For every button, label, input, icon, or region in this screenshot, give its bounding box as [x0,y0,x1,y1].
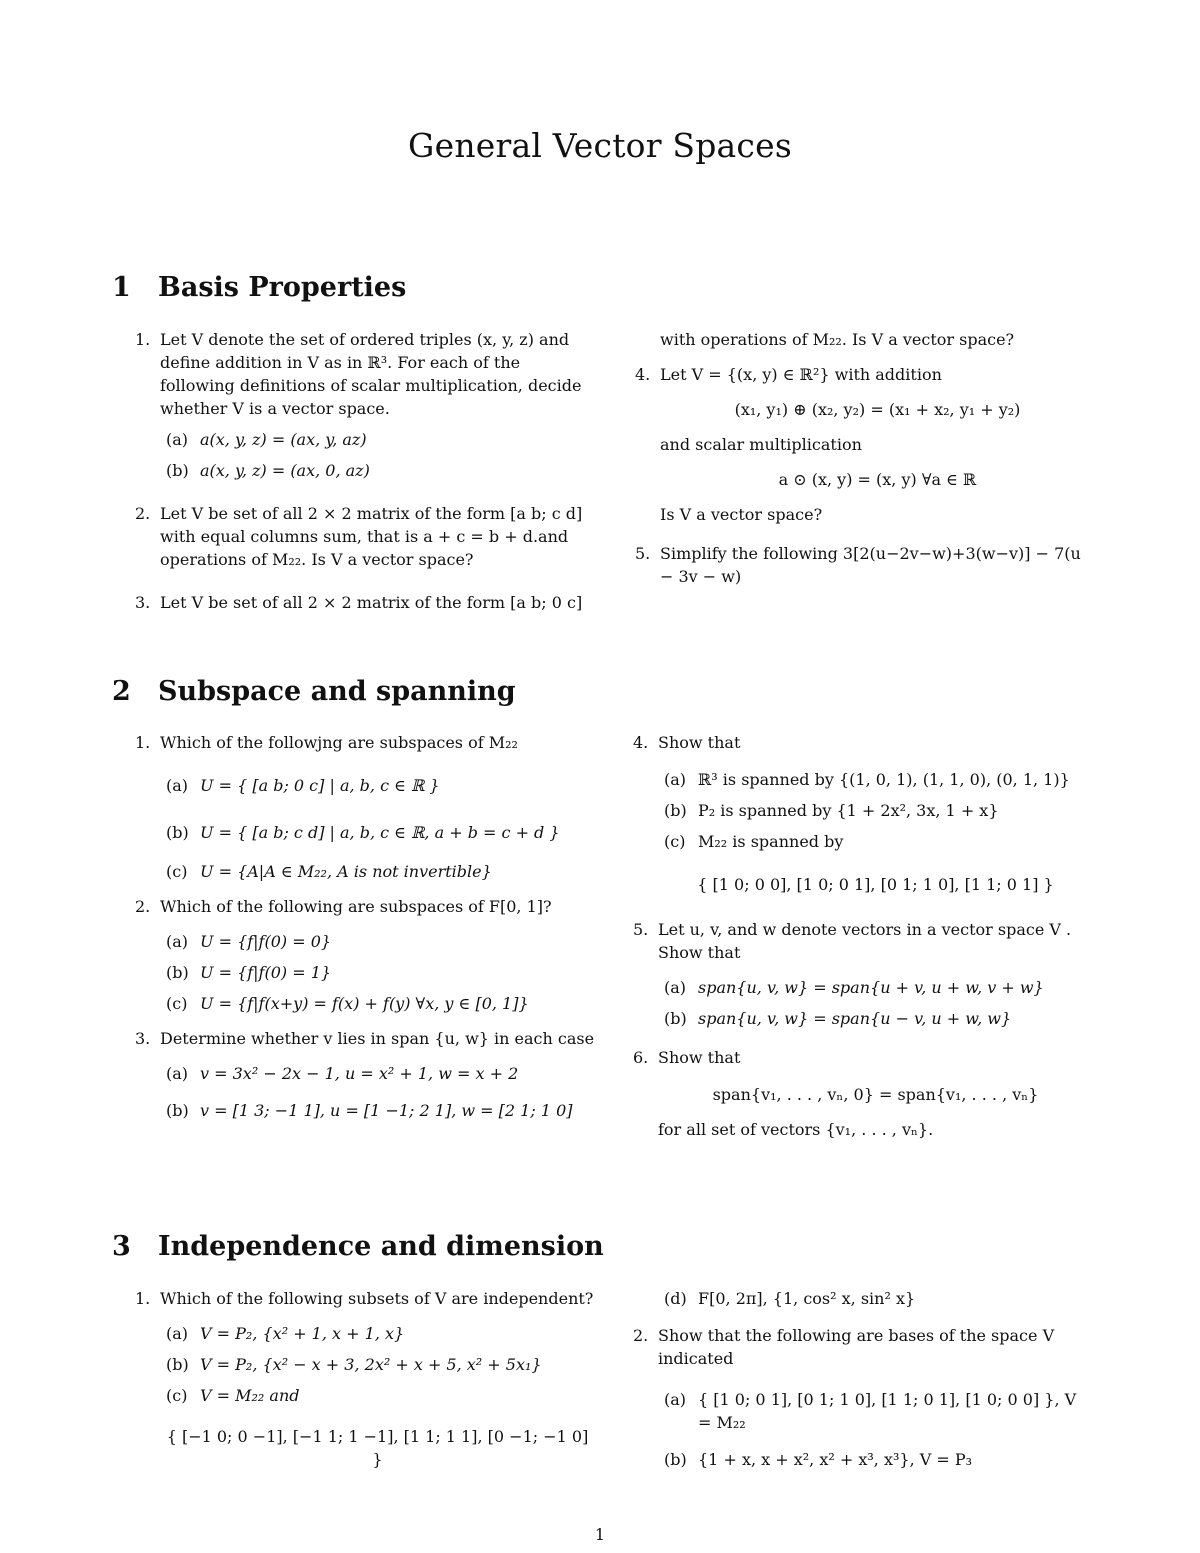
exercise-1-4 [635,363,1095,526]
exercise-text: Let V = {(x, y) ∈ ℝ²} with addition [660,365,942,384]
exercise-text: Let u, v, and w denote vectors in a vector space V . Show that [658,920,1072,962]
part-label: (a) [166,430,189,449]
exercise-text: Is V a vector space? [660,505,823,524]
part-label: (b) [664,801,687,820]
part-text: v = [1 3; −1 1], u = [1 −1; 2 1], w = [2 1; 1 0] [200,1101,573,1120]
part-label: (b) [664,1450,687,1469]
exercise-number: 3. [135,1029,151,1048]
part-c [166,860,595,883]
part-a [664,1388,1093,1434]
part-text: U = { [a b; c d] | a, b, c ∈ ℝ, a + b = c + d } [200,823,560,842]
exercise-3-2 [633,1324,1093,1471]
part-label: (c) [664,832,686,851]
part-c [664,830,1093,853]
exercise-1-2 [135,502,595,571]
part-label: (b) [166,963,189,982]
exercise-text: Let V denote the set of ordered triples (x, y, z) and define addition in V as in ℝ³. For each of the following definitions of scalar multiplication, decide whether V is a vector space. [160,330,582,418]
section-3-left-column [135,1287,595,1483]
exercise-number: 4. [635,365,651,384]
exercise-2-2 [135,895,595,1015]
exercise-continuation: with operations of M₂₂. Is V a vector space? [660,330,1015,349]
display-equation: { [1 0; 0 0], [1 0; 0 1], [0 1; 1 0], [1 1; 0 1] } [697,875,1054,894]
exercise-text: Show that [658,1048,741,1067]
part-text: V = P₂, {x² − x + 3, 2x² + x + 5, x² + 5x₁} [200,1355,542,1374]
section-number: 1 [112,272,131,303]
part-a [664,768,1093,791]
exercise-number: 4. [633,733,649,752]
exercise-1-3 [135,591,595,614]
part-a [166,1322,595,1345]
part-label: (a) [664,1390,687,1409]
exercise-number: 3. [135,593,151,612]
part-text: a(x, y, z) = (ax, 0, az) [200,461,370,480]
part-text: U = { [a b; 0 c] | a, b, c ∈ ℝ } [200,776,440,795]
part-a [166,1062,595,1085]
exercise-1-5 [635,542,1095,588]
exercise-number: 2. [135,897,151,916]
part-label: (a) [664,978,687,997]
exercise-number: 2. [633,1326,649,1345]
part-label: (b) [664,1009,687,1028]
part-label: (a) [166,1064,189,1083]
part-b [664,799,1093,822]
exercise-number: 5. [633,920,649,939]
part-c [166,1384,595,1407]
exercise-2-3 [135,1027,595,1122]
display-equation: { [−1 0; 0 −1], [−1 1; 1 −1], [1 1; 1 1], [0 −1; −1 0] } [166,1427,589,1469]
part-d [664,1287,1093,1310]
part-text: M₂₂ is spanned by [698,832,844,851]
part-label: (c) [166,994,188,1013]
section-number: 2 [112,676,131,707]
exercise-text: Show that the following are bases of the space V indicated [658,1326,1055,1368]
section-2-right-column [633,731,1093,1153]
exercise-text: Let V be set of all 2 × 2 matrix of the form [a b; 0 c] [160,593,583,612]
part-b [166,1099,595,1122]
exercise-text: Which of the followjng are subspaces of M₂₂ [160,733,518,752]
part-text: v = 3x² − 2x − 1, u = x² + 1, w = x + 2 [200,1064,519,1083]
part-b [664,1007,1093,1030]
part-label: (b) [166,1355,189,1374]
section-number: 3 [112,1231,131,1262]
exercise-2-4 [633,731,1093,896]
part-b [166,459,595,482]
part-label: (b) [166,823,189,842]
part-label: (a) [166,776,189,795]
display-equation: span{v₁, . . . , vₙ, 0} = span{v₁, . . . , vₙ} [712,1085,1039,1104]
exercise-2-6 [633,1046,1093,1141]
section-3-right-column [633,1287,1093,1483]
part-text: a(x, y, z) = (ax, y, az) [200,430,367,449]
part-a [664,976,1093,999]
part-b [664,1448,1093,1471]
section-1-left-column [135,328,595,626]
section-heading-1 [112,272,406,303]
part-text: V = P₂, {x² + 1, x + 1, x} [200,1324,405,1343]
section-heading-2 [112,676,516,707]
exercise-2-5 [633,918,1093,1030]
exercise-number: 1. [135,330,151,349]
exercise-text: Show that [658,733,741,752]
exercise-number: 2. [135,504,151,523]
part-label: (a) [166,932,189,951]
part-text: {1 + x, x + x², x² + x³, x³}, V = P₃ [698,1450,973,1469]
part-label: (c) [166,862,188,881]
part-label: (c) [166,1386,188,1405]
part-text: ℝ³ is spanned by {(1, 0, 1), (1, 1, 0), (0, 1, 1)} [698,770,1070,789]
page-title: General Vector Spaces [408,126,792,165]
part-text: F[0, 2π], {1, cos² x, sin² x} [698,1289,916,1308]
exercise-text: and scalar multiplication [660,435,862,454]
display-equation: (x₁, y₁) ⊕ (x₂, y₂) = (x₁ + x₂, y₁ + y₂) [734,400,1021,419]
exercise-text: Simplify the following 3[2(u−2v−w)+3(w−v)] − 7(u − 3v − w) [660,544,1081,586]
part-b [166,1353,595,1376]
part-label: (b) [166,461,189,480]
section-title: Independence and dimension [158,1231,604,1262]
page-number: 1 [594,1525,606,1544]
exercise-text: Which of the following are subspaces of F[0, 1]? [160,897,552,916]
exercise-text: Determine whether v lies in span {u, w} in each case [160,1029,595,1048]
part-text: U = {f|f(0) = 0} [200,932,332,951]
section-2-left-column [135,731,595,1134]
part-label: (b) [166,1101,189,1120]
part-label: (d) [664,1289,687,1308]
part-text: U = {f|f(x+y) = f(x) + f(y) ∀x, y ∈ [0, 1]} [200,994,529,1013]
section-title: Basis Properties [158,272,407,303]
exercise-2-1 [135,731,595,883]
part-text: { [1 0; 0 1], [0 1; 1 0], [1 1; 0 1], [1 0; 0 0] }, V = M₂₂ [698,1390,1077,1432]
exercise-text: Which of the following subsets of V are independent? [160,1289,594,1308]
part-text: span{u, v, w} = span{u + v, u + w, v + w} [698,978,1044,997]
part-label: (a) [166,1324,189,1343]
section-heading-3 [112,1231,604,1262]
part-a [166,428,595,451]
exercise-1-1 [135,328,595,482]
part-text: V = M₂₂ and [200,1386,300,1405]
part-label: (a) [664,770,687,789]
section-title: Subspace and spanning [158,676,516,707]
part-a [166,774,595,797]
part-text: U = {f|f(0) = 1} [200,963,332,982]
part-c [166,992,595,1015]
exercise-text: for all set of vectors {v₁, . . . , vₙ}. [658,1120,934,1139]
part-a [166,930,595,953]
section-1-right-column [635,328,1095,600]
exercise-number: 1. [135,1289,151,1308]
exercise-text: Let V be set of all 2 × 2 matrix of the form [a b; c d] with equal columns sum, that is a + c = b + d.and operations of M₂₂. Is V a vector space? [160,504,583,569]
part-text: span{u, v, w} = span{u − v, u + w, w} [698,1009,1012,1028]
exercise-number: 1. [135,733,151,752]
part-text: U = {A|A ∈ M₂₂, A is not invertible} [200,862,492,881]
part-text: P₂ is spanned by {1 + 2x², 3x, 1 + x} [698,801,999,820]
display-equation: a ⊙ (x, y) = (x, y) ∀a ∈ ℝ [778,470,977,489]
part-b [166,821,595,844]
exercise-3-1 [135,1287,595,1471]
exercise-number: 5. [635,544,651,563]
exercise-number: 6. [633,1048,649,1067]
part-b [166,961,595,984]
